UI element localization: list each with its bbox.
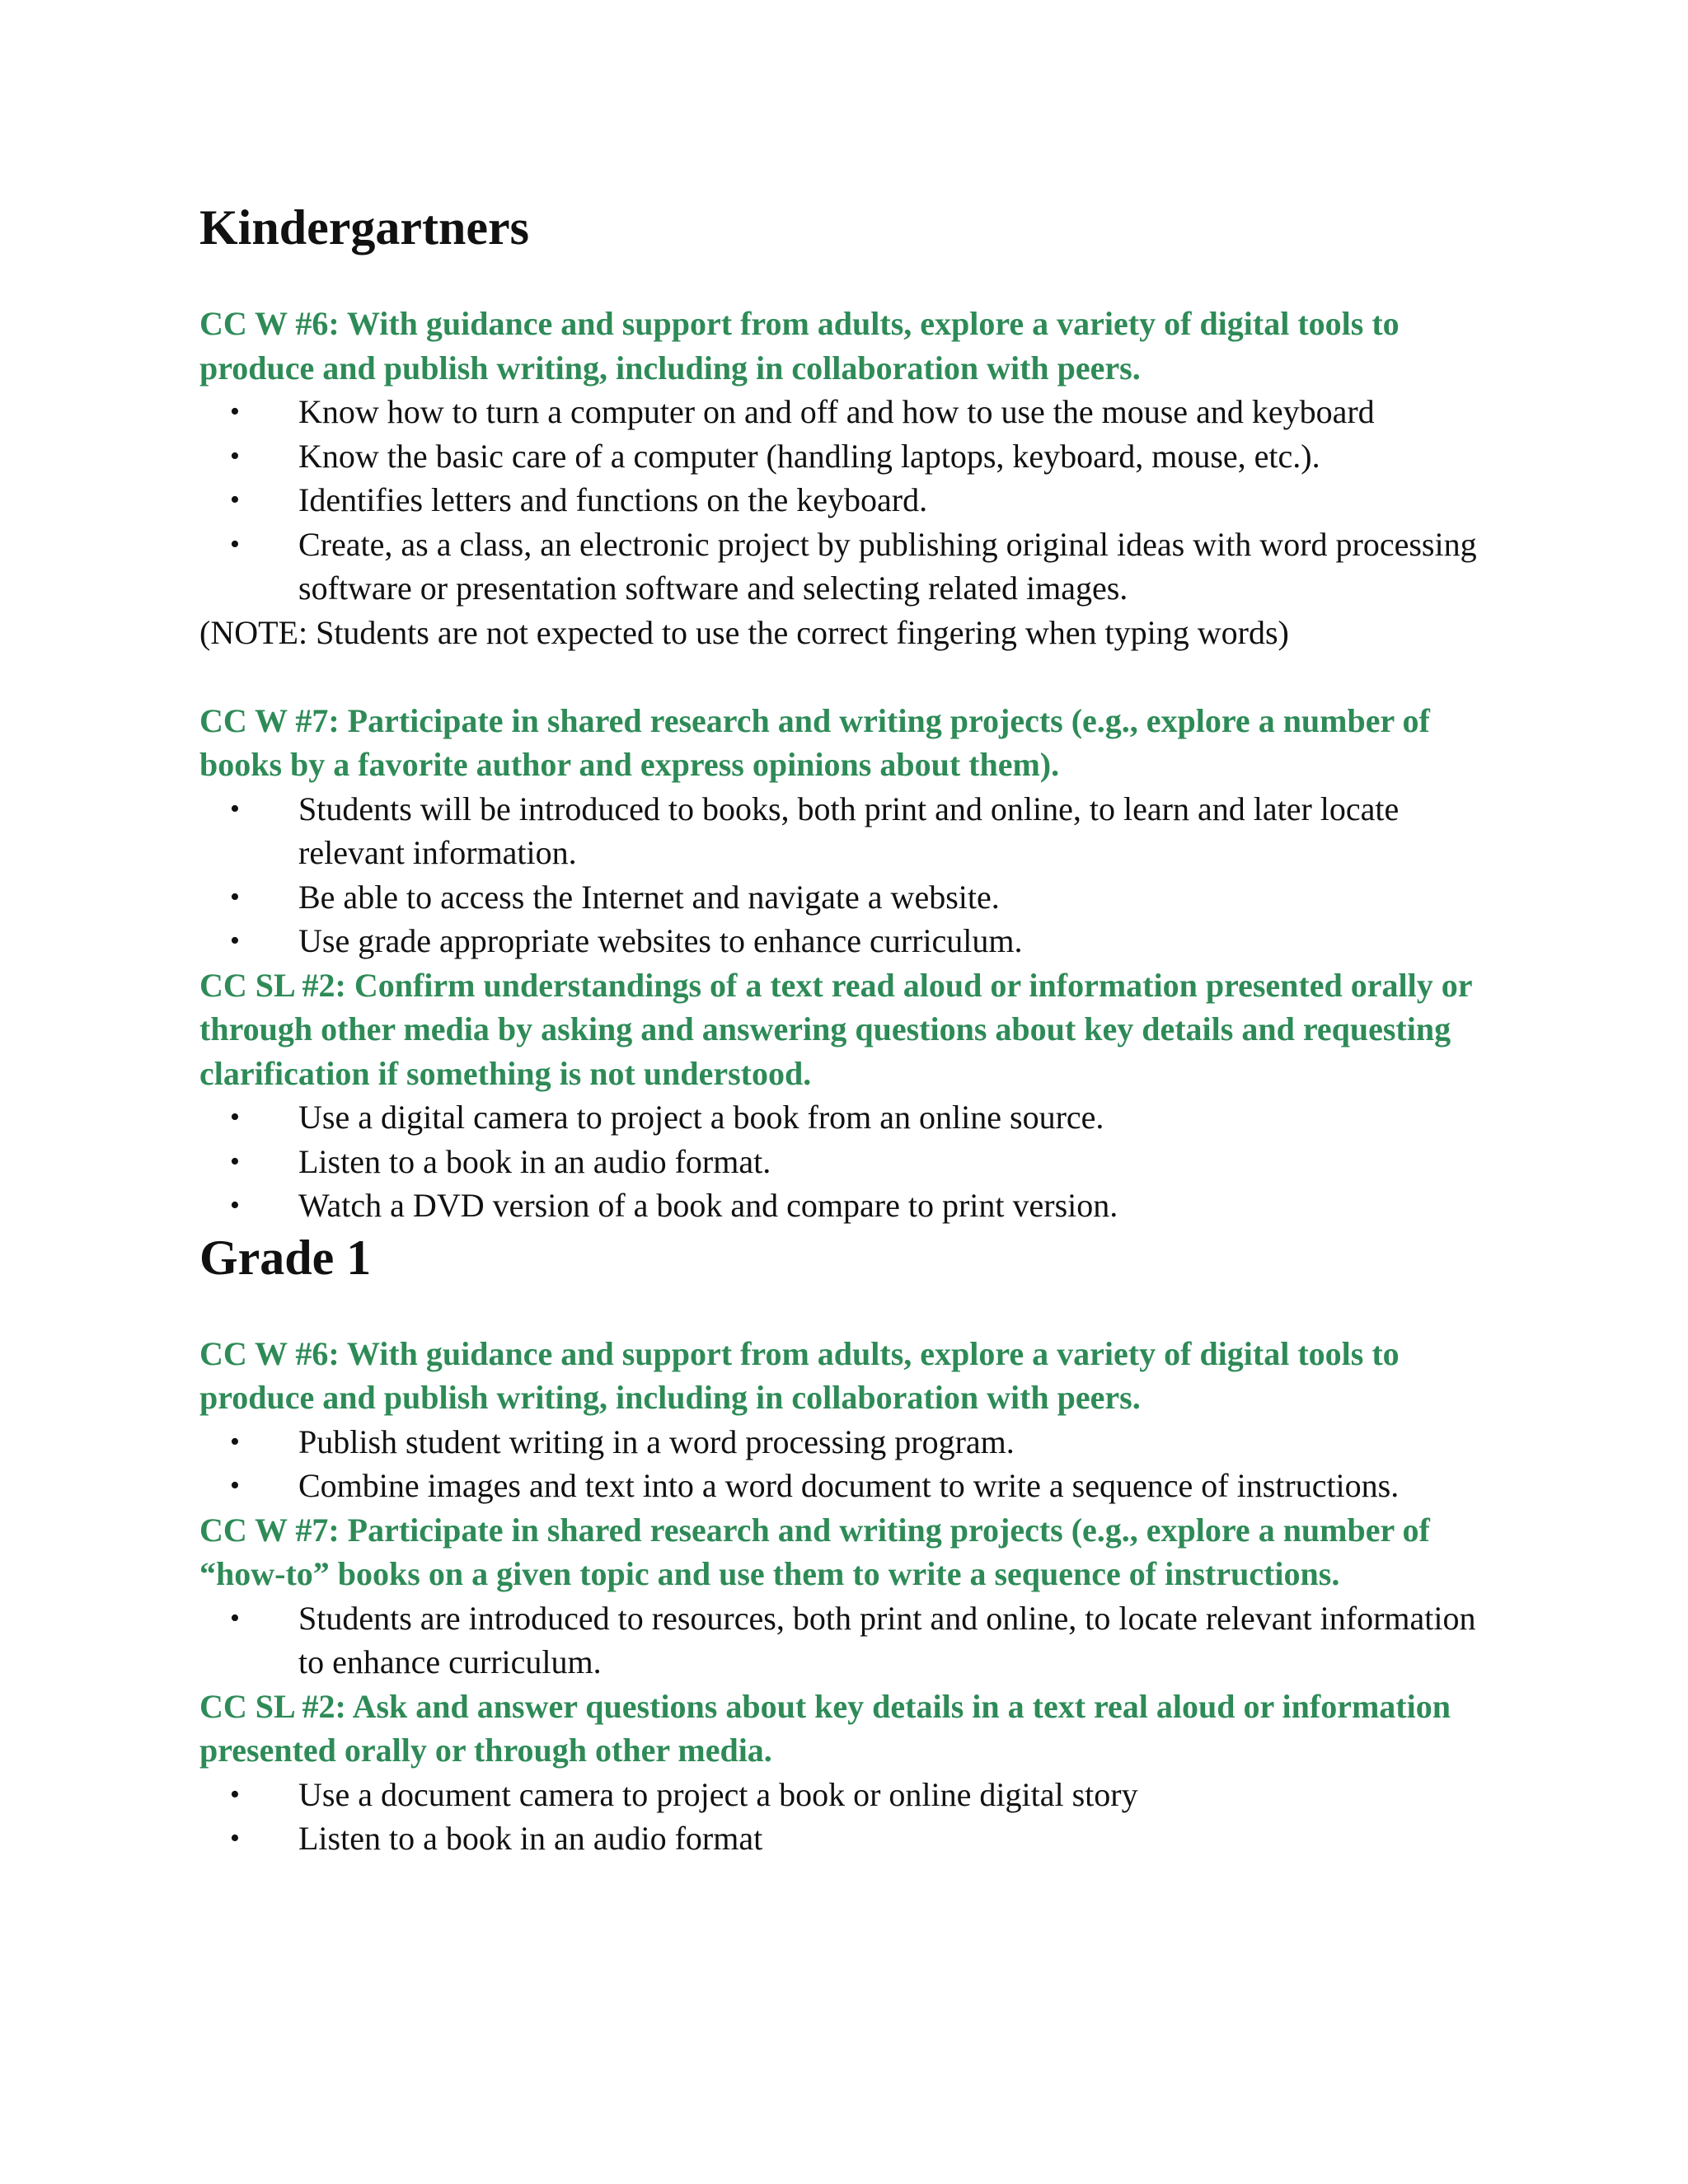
list-item-text: Know how to turn a computer on and off and how to use the mouse and keyboard bbox=[298, 393, 1375, 430]
bullet-glyph: • bbox=[230, 485, 240, 515]
bullet-list-g1-w6 bbox=[199, 1420, 1502, 1508]
bullet-list-g1-w7 bbox=[199, 1596, 1502, 1685]
list-item bbox=[199, 478, 1502, 523]
section-heading-kindergarten: Kindergartners bbox=[199, 200, 529, 255]
list-item-text: Watch a DVD version of a book and compare to print version. bbox=[298, 1187, 1118, 1224]
standard-k-sl2: CC SL #2: Confirm understandings of a text read aloud or information presented orally or through other media by asking and answering questions about key details and requesting clarification if something is not understood. bbox=[199, 966, 1472, 1092]
list-item bbox=[199, 1095, 1502, 1140]
list-item-text: Students are introduced to resources, both print and online, to locate relevant information to enhance curriculum. bbox=[298, 1599, 1476, 1680]
bullet-glyph: • bbox=[230, 926, 240, 956]
bullet-list-g1-sl2 bbox=[199, 1773, 1502, 1861]
list-item-text: Use a digital camera to project a book from an online source. bbox=[298, 1099, 1104, 1136]
bullet-glyph: • bbox=[230, 528, 240, 560]
note-text: (NOTE: Students are not expected to use the correct fingering when typing words) bbox=[199, 613, 1289, 651]
standard-k-w6: CC W #6: With guidance and support from adults, explore a variety of digital tools to produce and publish writing, including in collaboration with peers. bbox=[199, 305, 1400, 387]
list-item bbox=[199, 1464, 1502, 1508]
standard-g1-w7: CC W #7: Participate in shared research and writing projects (e.g., explore a number of “how-to” books on a given topic and use them to write a sequence of instructions. bbox=[199, 1511, 1430, 1592]
bullet-list-k-w6 bbox=[199, 390, 1502, 611]
list-item bbox=[199, 1773, 1502, 1817]
bullet-glyph: • bbox=[230, 881, 240, 912]
bullet-glyph: • bbox=[230, 793, 240, 824]
bullet-glyph: • bbox=[230, 440, 240, 471]
list-item-text: Use a document camera to project a book or online digital story bbox=[298, 1775, 1138, 1813]
standard-g1-w6: CC W #6: With guidance and support from adults, explore a variety of digital tools to produce and publish writing, including in collaboration with peers. bbox=[199, 1334, 1400, 1416]
list-item-text: Students will be introduced to books, both print and online, to learn and later locate relevant information. bbox=[298, 790, 1400, 871]
list-item bbox=[199, 523, 1502, 611]
standard-k-w7: CC W #7: Participate in shared research and writing projects (e.g., explore a number of books by a favorite author and express opinions about them). bbox=[199, 701, 1430, 783]
list-item-text: Be able to access the Internet and navigate a website. bbox=[298, 878, 1000, 916]
bullet-glyph: • bbox=[230, 1426, 240, 1457]
standard-g1-sl2: CC SL #2: Ask and answer questions about key details in a text real aloud or information presented orally or through other media. bbox=[199, 1687, 1451, 1769]
bullet-list-k-sl2 bbox=[199, 1095, 1502, 1228]
bullet-glyph: • bbox=[230, 1823, 240, 1854]
list-item bbox=[199, 787, 1502, 875]
list-item-text: Identifies letters and functions on the keyboard. bbox=[298, 481, 928, 518]
list-item bbox=[199, 434, 1502, 479]
bullet-glyph: • bbox=[230, 396, 240, 427]
bullet-glyph: • bbox=[230, 1470, 240, 1501]
spacer bbox=[199, 654, 1502, 699]
bullet-glyph: • bbox=[230, 1779, 240, 1810]
bullet-glyph: • bbox=[230, 1190, 240, 1221]
list-item-text: Combine images and text into a word document to write a sequence of instructions. bbox=[298, 1467, 1400, 1504]
document-page bbox=[199, 198, 1502, 1861]
list-item bbox=[199, 1183, 1502, 1228]
list-item bbox=[199, 1816, 1502, 1861]
list-item bbox=[199, 1596, 1502, 1685]
list-item-text: Listen to a book in an audio format bbox=[298, 1820, 763, 1857]
bullet-list-k-w7 bbox=[199, 787, 1502, 963]
bullet-glyph: • bbox=[230, 1102, 240, 1132]
list-item-text: Know the basic care of a computer (handling laptops, keyboard, mouse, etc.). bbox=[298, 437, 1320, 475]
list-item-text: Create, as a class, an electronic project by publishing original ideas with word processing software or presentation software and selecting related images. bbox=[298, 525, 1477, 607]
list-item bbox=[199, 1420, 1502, 1465]
bullet-glyph: • bbox=[230, 1146, 240, 1177]
list-item bbox=[199, 1140, 1502, 1184]
list-item-text: Publish student writing in a word processing program. bbox=[298, 1422, 1015, 1460]
list-item-text: Use grade appropriate websites to enhance curriculum. bbox=[298, 922, 1023, 959]
list-item bbox=[199, 919, 1502, 963]
section-heading-grade-1: Grade 1 bbox=[199, 1230, 372, 1285]
list-item bbox=[199, 390, 1502, 434]
list-item-text: Listen to a book in an audio format. bbox=[298, 1142, 771, 1180]
list-item bbox=[199, 875, 1502, 920]
bullet-glyph: • bbox=[230, 1602, 240, 1633]
